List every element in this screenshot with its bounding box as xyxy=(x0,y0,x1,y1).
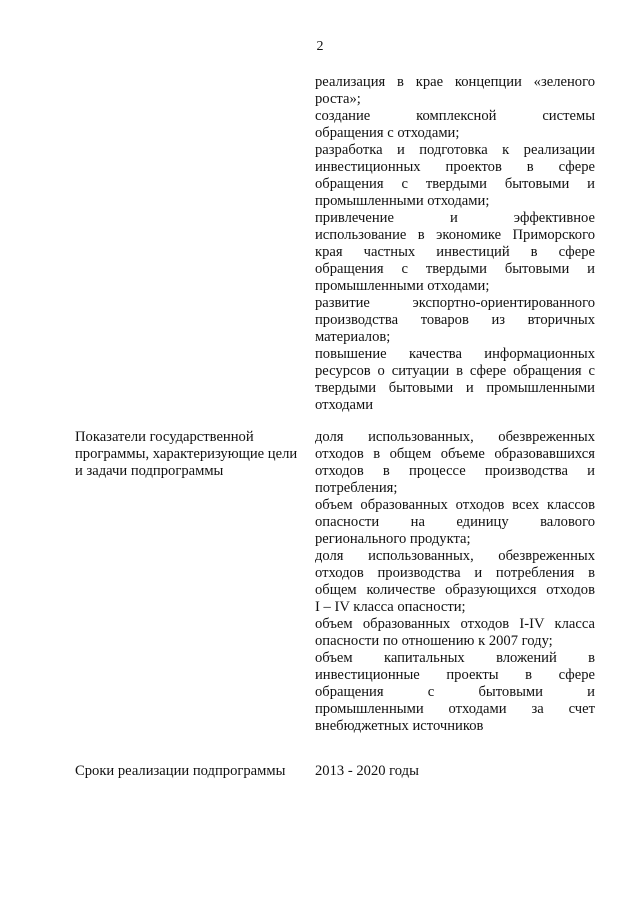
goals-line: промышленными отходами; xyxy=(315,278,490,294)
goals-line: обращения с твердыми бытовыми и xyxy=(315,176,595,192)
indicators-line: регионального продукта; xyxy=(315,531,471,547)
indicators-label-line: и задачи подпрограммы xyxy=(75,463,224,479)
indicators-line: доля использованных, обезвреженных xyxy=(315,429,595,445)
indicators-line: опасности на единицу валового xyxy=(315,514,595,530)
indicators-line: потребления; xyxy=(315,480,398,496)
indicators-line: обращения с бытовыми и xyxy=(315,684,595,700)
indicators-line: отходов в общем объеме образовавшихся xyxy=(315,446,595,462)
goals-line: обращения с отходами; xyxy=(315,125,460,141)
goals-line: отходами xyxy=(315,397,374,413)
indicators-line: внебюджетных источников xyxy=(315,718,484,734)
timeline-label xyxy=(75,763,297,780)
timeline-label-line: Сроки реализации подпрограммы xyxy=(75,763,286,779)
indicators-label-line: программы, характеризующие цели xyxy=(75,446,297,462)
indicators-line: объем образованных отходов I-IV класса xyxy=(315,616,595,632)
goals-line: использование в экономике Приморского xyxy=(315,227,595,243)
indicators-line: I – IV класса опасности; xyxy=(315,599,466,615)
indicators-line: отходов производства и потребления в xyxy=(315,565,595,581)
goals-text xyxy=(315,74,595,414)
goals-line: обращения с твердыми бытовыми и xyxy=(315,261,595,277)
indicators-line: отходов в процессе производства и xyxy=(315,463,595,479)
goals-line: создание комплексной системы xyxy=(315,108,595,124)
goals-line: инвестиционных проектов в сфере xyxy=(315,159,595,175)
indicators-line: опасности по отношению к 2007 году; xyxy=(315,633,553,649)
goals-line: твердыми бытовыми и промышленными xyxy=(315,380,595,396)
goals-line: края частных инвестиций в сфере xyxy=(315,244,595,260)
indicators-line: объем образованных отходов всех классов xyxy=(315,497,595,513)
goals-line: разработка и подготовка к реализации xyxy=(315,142,595,158)
goals-line: промышленными отходами; xyxy=(315,193,490,209)
goals-line: материалов; xyxy=(315,329,391,345)
indicators-line: объем капитальных вложений в xyxy=(315,650,595,666)
goals-line: ресурсов о ситуации в сфере обращения с xyxy=(315,363,595,379)
timeline-value xyxy=(315,763,595,780)
page-number: 2 xyxy=(316,39,324,54)
goals-line: реализация в крае концепции «зеленого xyxy=(315,74,595,90)
indicators-label xyxy=(75,429,297,480)
indicators-line: промышленными отходами за счет xyxy=(315,701,595,717)
indicators-line: общем количестве образующихся отходов xyxy=(315,582,595,598)
indicators-line: доля использованных, обезвреженных xyxy=(315,548,595,564)
indicators-text xyxy=(315,429,595,735)
goals-line: повышение качества информационных xyxy=(315,346,595,362)
goals-line: развитие экспортно-ориентированного xyxy=(315,295,595,311)
goals-line: привлечение и эффективное xyxy=(315,210,595,226)
goals-line: производства товаров из вторичных xyxy=(315,312,595,328)
indicators-label-line: Показатели государственной xyxy=(75,429,254,445)
goals-line: роста»; xyxy=(315,91,361,107)
indicators-line: инвестиционные проекты в сфере xyxy=(315,667,595,683)
timeline-value-line: 2013 - 2020 годы xyxy=(315,763,419,779)
